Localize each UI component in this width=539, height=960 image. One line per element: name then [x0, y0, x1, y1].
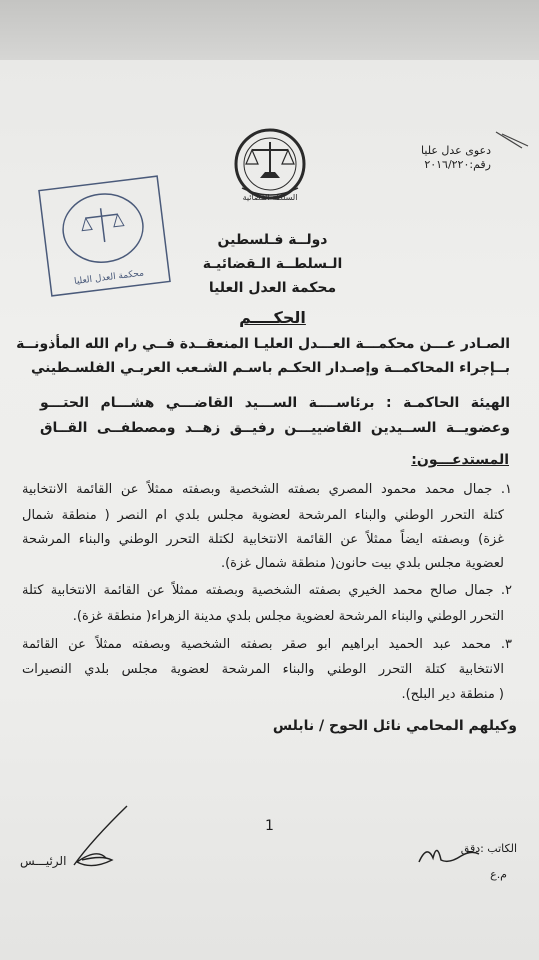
intro-line-2: بــإجراء المحاكمــة وإصـدار الحكـم باسـم الشـعب العربـي الفلسـطيني: [31, 360, 510, 376]
intro-line-1: الصـادر عـــن محكمـــة العـــدل العليـا المنعقــدة فــي رام الله المأذونــة: [16, 336, 510, 352]
corner-mark: [494, 126, 534, 156]
seal-caption: السلطة القضائية: [242, 193, 298, 202]
judgment-title: الحكــــم: [239, 308, 306, 327]
panel-line-2: وعضويــة الســيدين القاضييـــن رفيــق زهــد ومصطفــى القــاق: [40, 420, 510, 436]
respondent-3-line-3: ( منطقة دير البلح).: [401, 687, 504, 702]
respondent-3-line-1: ٣. محمد عبد الحميد ابراهيم ابو صقر بصفته الشخصية وبصفته ممثلاً عن القائمة: [22, 637, 512, 652]
header-state: دولــة فـلسطين: [217, 232, 328, 248]
case-number: رقم:٢٠١٦/٢٢٠: [424, 158, 491, 171]
page-number: 1: [265, 818, 274, 834]
respondent-1-line-3: غزة) وبصفته ايضاً ممثلاً عن القائمة الانتخابية لكتلة التحرر الوطني والبناء المرشحة: [22, 532, 504, 547]
attorney-line: وكيلهم المحامي نائل الحوح / نابلس: [272, 718, 517, 734]
panel-line-1: الهيئة الحاكمـة : برئاســــة الســـيد القاضـــي هشـــام الحتـــو: [40, 395, 510, 411]
president-label: الرئيـــس: [20, 854, 67, 868]
judicial-authority-seal: [220, 126, 320, 206]
respondent-1-line-2: كتلة التحرر الوطني والبناء المرشحة لعضوية مجلس بلدي ام النصر ( منطقة شمال: [22, 508, 504, 523]
header-authority: الـسلطــة الـقضائيـة: [202, 256, 343, 272]
clerk-signature: [415, 834, 495, 874]
header-court: محكمة العدل العليا: [208, 280, 337, 296]
clerk-label: الكاتب :دقق: [460, 842, 517, 855]
stamp-caption: محكمة العدل العليا: [73, 268, 145, 287]
president-signature: [22, 800, 152, 880]
clerk-initials: م.ع: [490, 868, 507, 881]
respondent-1-line-4: لعضوية مجلس بلدي بيت حانون( منطقة شمال غزة).: [220, 556, 504, 571]
respondent-3-line-2: الانتخابية كتلة التحرر الوطني والبناء المرشحة لعضوية مجلس بلدي النصيرات: [22, 662, 504, 677]
case-label: دعوى عدل عليا: [421, 144, 491, 157]
respondent-2-line-2: التحرر الوطني والبناء المرشحة لعضوية مجلس بلدي مدينة الزهراء( منطقة غزة).: [72, 609, 504, 624]
respondent-1-line-1: ١. جمال محمد محمود المصري بصفته الشخصية وبصفته ممثلاً عن القائمة الانتخابية: [22, 482, 512, 497]
respondent-2-line-1: ٢. جمال صالح محمد الخيري بصفته الشخصية وبصفته ممثلاً عن القائمة الانتخابية كتلة: [22, 583, 512, 598]
respondents-label: المستدعـــون:: [411, 452, 509, 468]
